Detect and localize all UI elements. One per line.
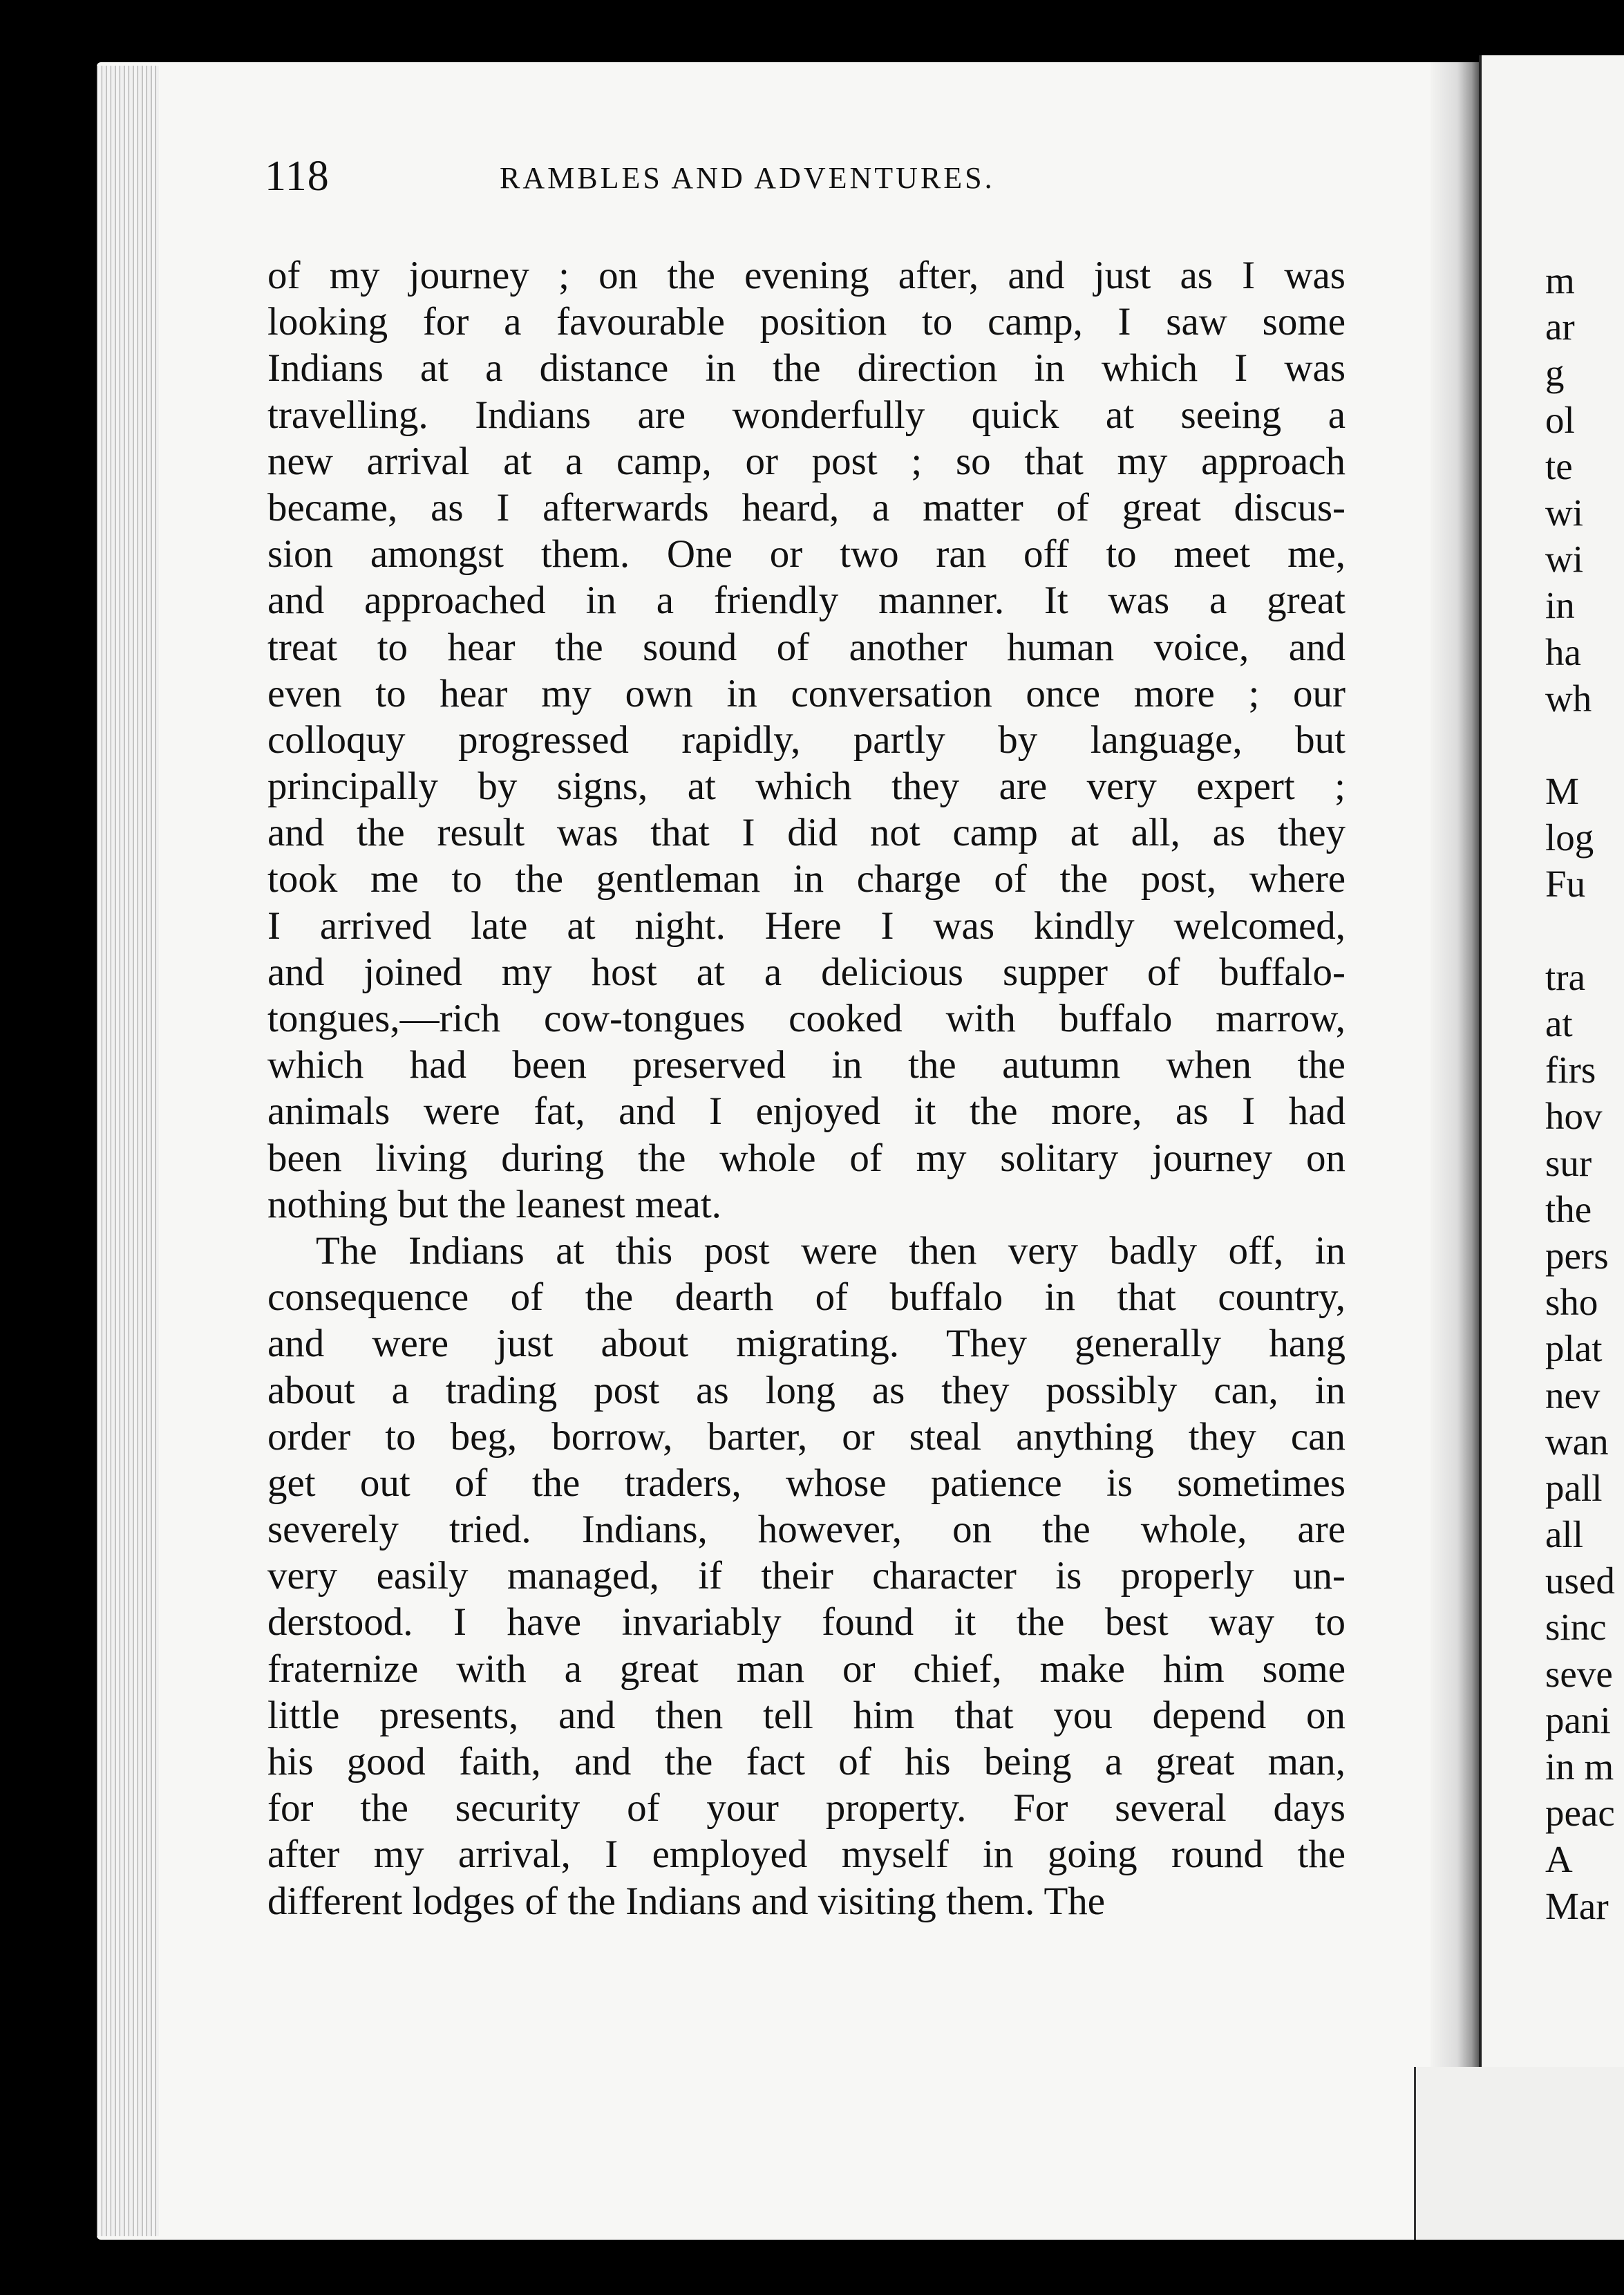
right-page-fragment: ol <box>1545 398 1575 441</box>
text-line: The Indians at this post were then very badly off, in <box>316 1228 1346 1273</box>
text-line: and joined my host at a delicious supper of buffalo- <box>267 950 1346 994</box>
text-line: consequence of the dearth of buffalo in that country, <box>267 1275 1346 1320</box>
right-page-fragment: the <box>1545 1188 1592 1230</box>
text-line: been living during the whole of my solitary journey on <box>267 1136 1346 1180</box>
text-line: derstood. I have invariably found it the best way to <box>267 1600 1346 1645</box>
text-line: became, as I afterwards heard, a matter of great discus- <box>267 485 1346 530</box>
right-page-fragment: hov <box>1545 1095 1603 1138</box>
text-line: and were just about migrating. They generally hang <box>267 1322 1346 1366</box>
right-page-fragment: seve <box>1545 1652 1613 1695</box>
right-page-fragment: in <box>1545 584 1575 627</box>
right-page-fragment: sho <box>1545 1281 1598 1324</box>
text-line: his good faith, and the fact of his being a great man, <box>267 1740 1346 1783</box>
text-line: different lodges of the Indians and visiting them. The <box>267 1879 1106 1923</box>
text-line: get out of the traders, whose patience is sometimes <box>267 1461 1346 1505</box>
right-page-fragment: nev <box>1545 1374 1601 1416</box>
text-line: and the result was that I did not camp at all, as they <box>267 811 1346 855</box>
right-page-fragment: M <box>1545 770 1579 813</box>
running-head <box>265 152 1343 200</box>
text-line: new arrival at a camp, or post ; so that my approach <box>267 439 1346 483</box>
text-line: sion amongst them. One or two ran off to meet me, <box>267 532 1346 577</box>
book-gutter <box>1431 62 1479 2240</box>
right-page-corner <box>1414 2067 1624 2240</box>
text-line: even to hear my own in conversation once more ; our <box>267 671 1346 715</box>
text-line: took me to the gentleman in charge of the post, where <box>267 857 1346 901</box>
right-page-fragment: wi <box>1545 491 1583 534</box>
text-line: of my journey ; on the evening after, and just as I was <box>267 254 1346 297</box>
text-line: looking for a favourable position to camp, I saw some <box>267 300 1346 344</box>
right-page-fragment <box>1545 722 1624 768</box>
right-page-fragment: tra <box>1545 955 1586 998</box>
right-page-fragment: log <box>1545 816 1594 859</box>
right-page-fragment: Mar <box>1545 1884 1609 1927</box>
right-page-fragment: ar <box>1545 306 1575 348</box>
page-edges <box>97 66 159 2236</box>
right-page-fragment: ha <box>1545 630 1581 673</box>
text-line: and approached in a friendly manner. It was a great <box>267 579 1346 623</box>
page-number: 118 <box>265 153 330 200</box>
right-page-fragment: plat <box>1545 1327 1603 1370</box>
right-page-fragment: m <box>1545 259 1575 301</box>
text-line: principally by signs, at which they are very expert ; <box>267 765 1346 809</box>
text-line: nothing but the leanest meat. <box>267 1182 721 1226</box>
right-page-text <box>1545 257 1624 2054</box>
text-line: treat to hear the sound of another human voice, and <box>267 625 1346 669</box>
running-title: RAMBLES AND ADVENTURES. <box>500 161 995 195</box>
right-page-fragment <box>1545 908 1624 954</box>
body-text <box>267 252 1346 1924</box>
text-line: fraternize with a great man or chief, make him some <box>267 1647 1346 1691</box>
right-page-fragment: at <box>1545 1002 1573 1045</box>
text-line: order to beg, borrow, barter, or steal anything they can <box>267 1414 1346 1459</box>
text-line: severely tried. Indians, however, on the whole, are <box>267 1508 1346 1552</box>
text-line: I arrived late at night. Here I was kindly welcomed, <box>267 903 1346 948</box>
right-page-fragment: firs <box>1545 1049 1596 1092</box>
text-line: colloquy progressed rapidly, partly by language, but <box>267 718 1346 762</box>
right-page-fragment: g <box>1545 352 1565 395</box>
text-line: tongues,—rich cow-tongues cooked with buffalo marrow, <box>267 997 1346 1040</box>
right-page-fragment: Fu <box>1545 863 1586 906</box>
right-page-fragment: sur <box>1545 1141 1592 1184</box>
text-line: for the security of your property. For several days <box>267 1786 1346 1830</box>
right-page-fragment: wh <box>1545 677 1592 720</box>
right-page-fragment: wi <box>1545 538 1583 581</box>
text-line: after my arrival, I employed myself in going round the <box>267 1833 1346 1877</box>
text-line: about a trading post as long as they possibly can, in <box>267 1368 1346 1412</box>
right-page-fragment: all <box>1545 1513 1583 1556</box>
right-page-fragment: in m <box>1545 1745 1614 1788</box>
right-page-fragment: pani <box>1545 1698 1611 1741</box>
right-page-fragment: wan <box>1545 1420 1609 1463</box>
text-line: animals were fat, and I enjoyed it the more, as I had <box>267 1089 1346 1134</box>
right-page-fragment: used <box>1545 1559 1615 1602</box>
right-page-fragment: peac <box>1545 1792 1615 1835</box>
text-line: little presents, and then tell him that you depend on <box>267 1693 1346 1737</box>
right-page-fragment: A <box>1545 1838 1573 1881</box>
right-page-fragment: pall <box>1545 1466 1603 1509</box>
right-page-fragment: pers <box>1545 1234 1609 1277</box>
right-page-fragment: sinc <box>1545 1606 1607 1649</box>
text-line: travelling. Indians are wonderfully quick at seeing a <box>267 393 1346 437</box>
text-line: which had been preserved in the autumn when the <box>267 1043 1346 1087</box>
text-line: Indians at a distance in the direction in which I was <box>267 346 1346 391</box>
text-line: very easily managed, if their character is properly un- <box>267 1554 1346 1598</box>
right-page-fragment: te <box>1545 444 1573 487</box>
